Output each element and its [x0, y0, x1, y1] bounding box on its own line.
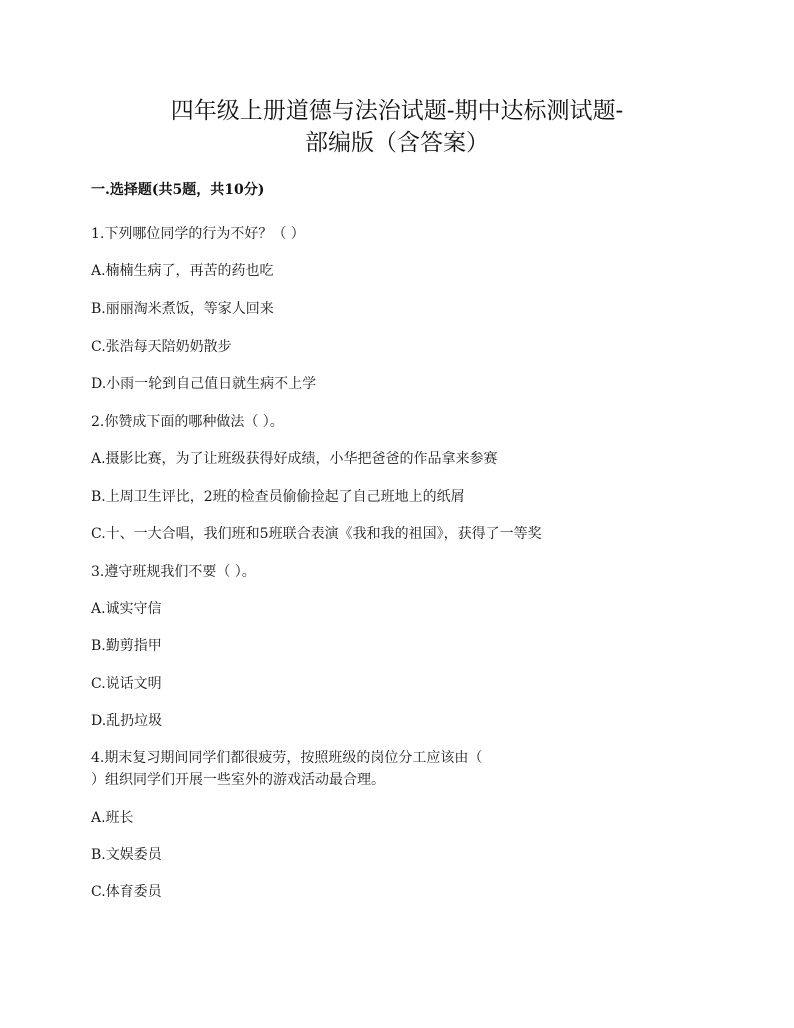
question-1-stem: 1.下列哪位同学的行为不好？（ ）: [91, 226, 305, 242]
question-4-option-c: C.体育委员: [91, 884, 162, 900]
question-1-option-c: C.张浩每天陪奶奶散步: [91, 339, 232, 355]
question-2-option-a: A.摄影比赛，为了让班级获得好成绩，小华把爸爸的作品拿来参赛: [91, 451, 498, 467]
section-heading: 一.选择题(共5题，共10分): [91, 182, 265, 198]
question-4-option-a: A.班长: [91, 810, 134, 826]
question-1-option-d: D.小雨一轮到自己值日就生病不上学: [91, 376, 317, 392]
question-2-stem: 2.你赞成下面的哪种做法（ ）。: [91, 414, 284, 430]
question-1-option-b: B.丽丽淘米煮饭，等家人回来: [91, 301, 274, 317]
question-4-stem-line-1: 4.期末复习期间同学们都很疲劳，按照班级的岗位分工应该由（: [91, 750, 483, 766]
question-1-option-a: A.楠楠生病了，再苦的药也吃: [91, 263, 274, 279]
document-title-line-1: 四年级上册道德与法治试题-期中达标测试题-: [170, 98, 624, 124]
question-3-option-a: A.诚实守信: [91, 601, 162, 617]
question-4-stem-line-2: ）组织同学们开展一些室外的游戏活动最合理。: [91, 772, 385, 788]
question-2-option-b: B.上周卫生评比，2班的检查员偷偷捡起了自己班地上的纸屑: [91, 489, 465, 505]
question-3-stem: 3.遵守班规我们不要（ ）。: [91, 564, 256, 580]
question-2-option-c: C.十、一大合唱，我们班和5班联合表演《我和我的祖国》，获得了一等奖: [91, 526, 542, 542]
question-3-option-b: B.勤剪指甲: [91, 638, 162, 654]
question-4-option-b: B.文娱委员: [91, 847, 162, 863]
question-3-option-d: D.乱扔垃圾: [91, 713, 163, 729]
document-title-line-2: 部编版（含答案）: [305, 130, 489, 156]
question-3-option-c: C.说话文明: [91, 676, 162, 692]
